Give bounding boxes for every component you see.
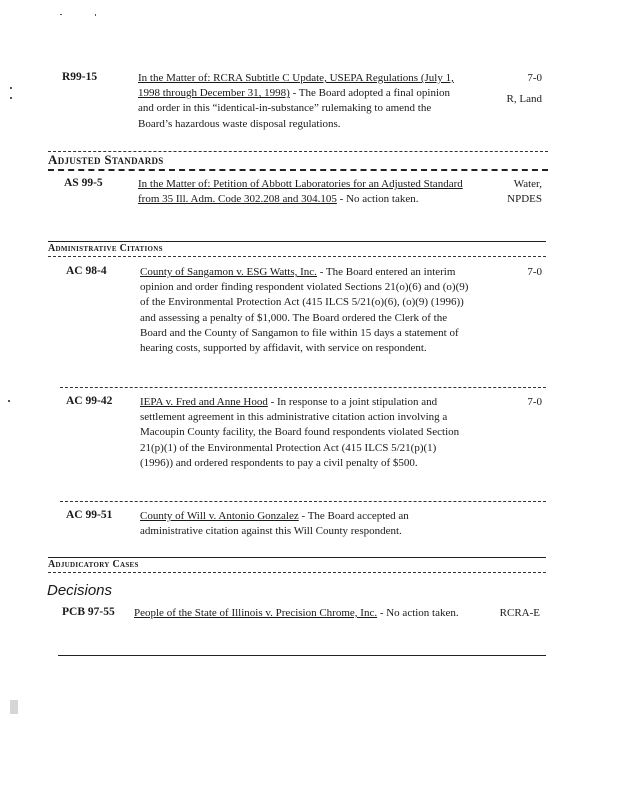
entry-title: County of Will v. Antonio Gonzalez: [140, 510, 299, 522]
section-heading: Adjusted Standards: [48, 152, 164, 167]
entry-title: County of Sangamon v. ESG Watts, Inc.: [140, 266, 317, 278]
entry-body: - The Board entered an interim opinion and order finding respondent violated Sections 21(o)(6) and (o)(9) of the Environmental Protection Act (415 ILCS 5/21(o)(6), (o)(9) (1996)) and assessing a penalty of $1,000. The Board ordered the Clerk of the Board and the County of Sangamon to file within 15 days a statement of hearing costs, supported by affidavit, with service on respondent.: [140, 266, 469, 355]
entry-description: [134, 606, 470, 621]
entry-description: [140, 395, 470, 471]
subsection-heading: Decisions: [47, 582, 113, 599]
entry-id: R99-15: [62, 71, 98, 83]
vote-count: 7-0: [527, 266, 542, 278]
scan-speck: [8, 400, 10, 402]
vote-count: 7-0: [527, 72, 542, 84]
entry-description: [138, 177, 468, 207]
entry-id: AC 98-4: [66, 265, 107, 277]
section-rule: [48, 241, 546, 242]
section-rule: [58, 655, 546, 656]
entry-body: - The Board accepted an administrative citation against this Will County respondent.: [140, 510, 409, 538]
vote-count: 7-0: [527, 396, 542, 408]
entry-body: - The Board adopted a final opinion and order in this “identical-in-substance” rulemaking to amend the Board’s hazardous waste disposal regulations.: [138, 87, 450, 130]
entry-description: [138, 71, 468, 132]
case-type: R, Land: [506, 93, 542, 105]
section-heading: Administrative Citations: [48, 243, 163, 254]
entry-title: People of the State of Illinois v. Precision Chrome, Inc.: [134, 607, 378, 619]
scan-speck: [95, 14, 96, 16]
entry-divider: [60, 387, 546, 388]
scan-speck: [10, 97, 12, 99]
entry-description: [140, 265, 470, 356]
entry-id: AC 99-51: [66, 509, 113, 521]
section-rule: [48, 557, 546, 558]
entry-body: - No action taken.: [377, 607, 459, 619]
section-rule: [48, 256, 546, 257]
entry-id: AS 99-5: [64, 177, 103, 189]
entry-id: PCB 97-55: [62, 606, 115, 618]
section-rule: [48, 572, 546, 573]
scan-speck: [10, 87, 12, 89]
case-type: NPDES: [507, 193, 542, 205]
entry-id: AC 99-42: [66, 395, 113, 407]
entry-title: IEPA v. Fred and Anne Hood: [140, 396, 268, 408]
case-type: RCRA-E: [499, 607, 540, 619]
scan-speck: [10, 700, 18, 714]
entry-description: [140, 509, 470, 539]
entry-body: - In response to a joint stipulation and settlement agreement in this administrative citation action involving a Macoupin County facility, the Board found respondents violated Section 21(p)(1) of the Environmental Protection Act (415 ILCS 5/21(p)(1) (1996)) and ordered respondents to pay a civil penalty of $500.: [140, 396, 460, 469]
section-heading: Adjudicatory Cases: [48, 559, 139, 570]
section-rule: [48, 169, 548, 171]
case-type: Water,: [513, 178, 542, 190]
entry-title: In the Matter of: RCRA Subtitle C Update, USEPA Regulations (July 1, 1998 through December 31, 1998): [138, 72, 454, 100]
entry-body: - No action taken.: [336, 193, 419, 206]
entry-title: In the Matter of: Petition of Abbott Laboratories for an Adjusted Standard from 35 Ill. Adm. Code 302.208 and 304.105: [138, 178, 463, 206]
scan-speck: [60, 14, 62, 15]
entry-divider: [60, 501, 546, 502]
